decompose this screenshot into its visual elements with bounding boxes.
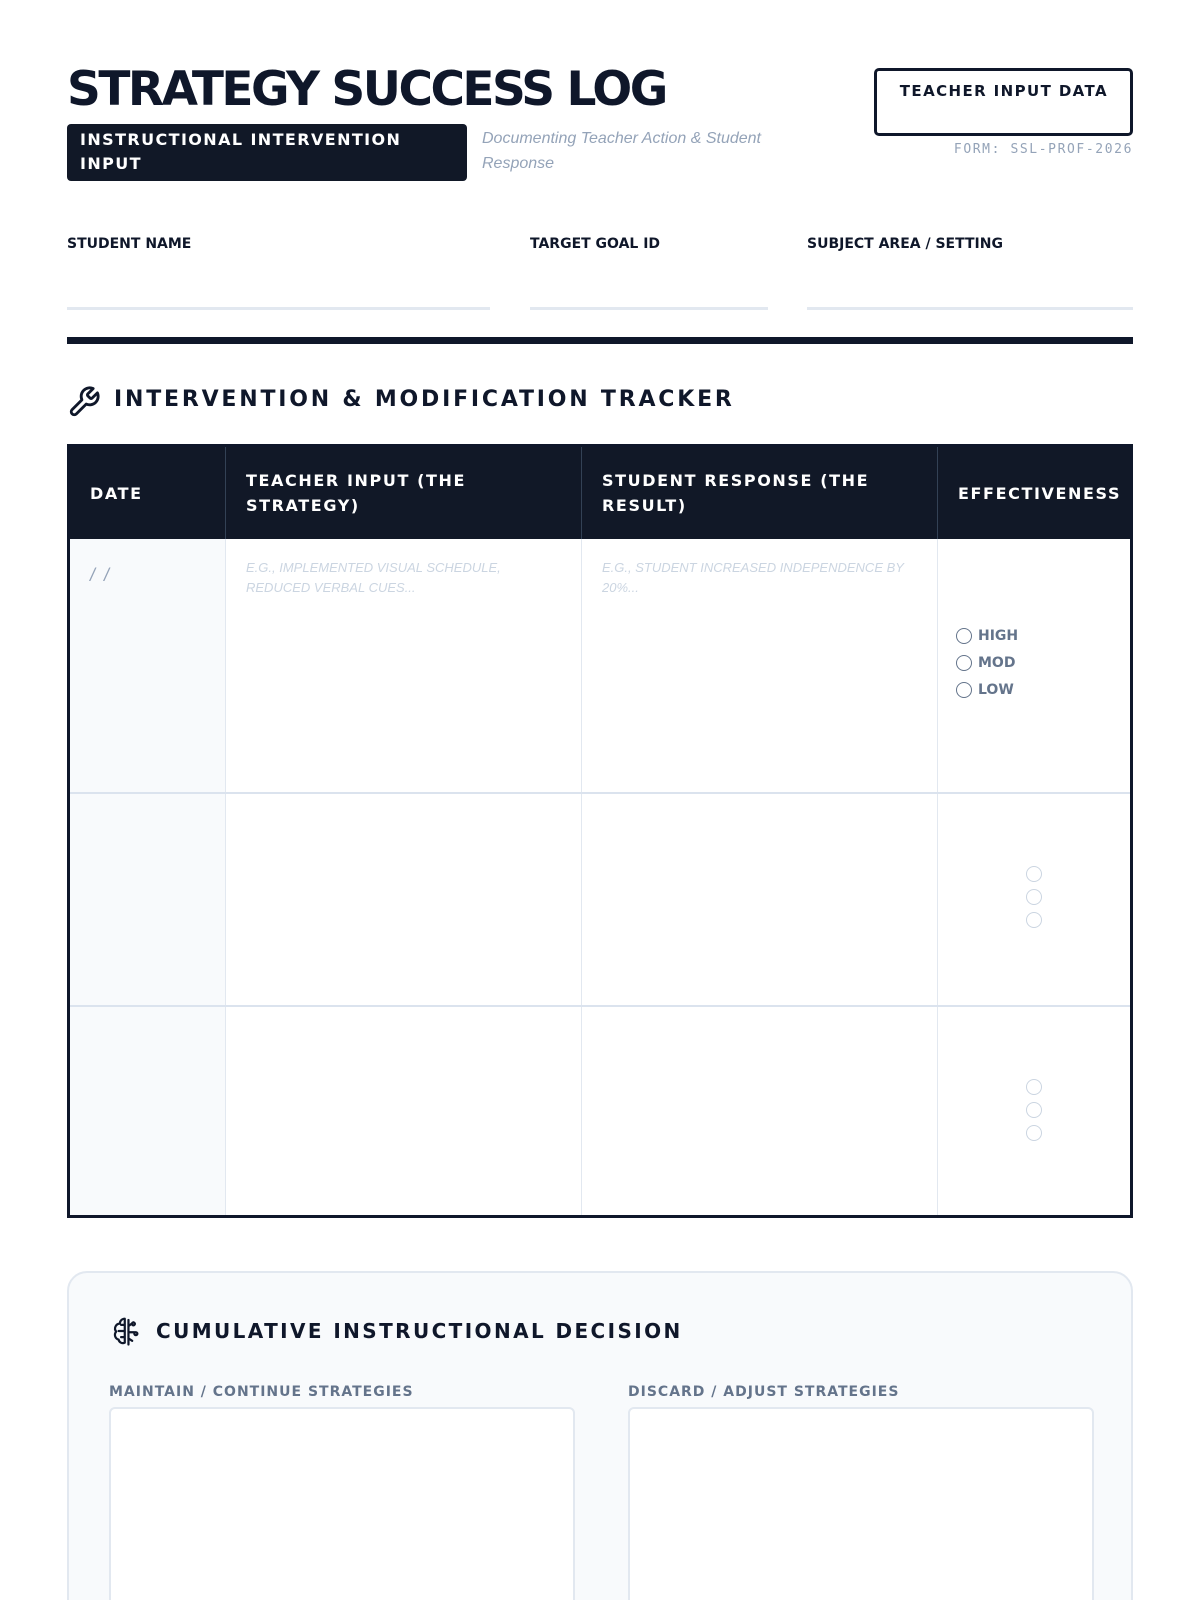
column-header-effectiveness: EFFECTIVENESS [958,483,1122,503]
column-header-teacher-input: TEACHER INPUT (THE STRATEGY) [246,471,467,515]
radio-button[interactable] [956,682,972,698]
column-divider [225,539,226,1215]
column-divider [581,539,582,1215]
wrench-icon [67,385,101,419]
section-divider [67,337,1133,344]
maintain-label: MAINTAIN / CONTINUE STRATEGIES [109,1384,414,1400]
option-label: LOW [978,682,1014,698]
effectiveness-option-low[interactable] [956,682,1014,698]
maintain-strategies-textbox[interactable] [109,1407,575,1600]
radio-button[interactable] [1026,889,1042,905]
subject-area-label: SUBJECT AREA / SETTING [807,236,1003,252]
form-code: FORM: SSL-PROF-2026 [953,142,1133,157]
radio-button[interactable] [1026,912,1042,928]
target-goal-label: TARGET GOAL ID [530,236,661,252]
student-name-label: STUDENT NAME [67,236,192,252]
decision-title: CUMULATIVE INSTRUCTIONAL DECISION [156,1319,683,1343]
row-divider [70,792,1130,794]
row-divider [70,1005,1130,1007]
tracker-title: INTERVENTION & MODIFICATION TRACKER [114,387,735,412]
table-header [70,447,1130,539]
column-header-student-response: STUDENT RESPONSE (THE RESULT) [602,471,870,515]
effectiveness-option-mod[interactable] [956,655,1015,671]
teacher-input-badge: TEACHER INPUT DATA [874,68,1133,136]
discard-strategies-textbox[interactable] [628,1407,1094,1600]
option-label: MOD [978,655,1016,671]
column-header-date: DATE [90,483,143,503]
date-column-bg [70,539,225,1215]
column-divider [937,539,938,1215]
subject-area-field[interactable] [807,307,1133,310]
student-name-field[interactable] [67,307,490,310]
option-label: HIGH [978,628,1019,644]
discard-label: DISCARD / ADJUST STRATEGIES [628,1384,900,1400]
decision-panel [67,1271,1133,1600]
teacher-input-placeholder[interactable]: E.G., IMPLEMENTED VISUAL SCHEDULE, REDUCED VERBAL CUES... [246,560,501,595]
radio-button[interactable] [956,655,972,671]
tagline: Documenting Teacher Action & Student Response [482,130,761,172]
radio-button[interactable] [1026,1102,1042,1118]
radio-button[interactable] [1026,866,1042,882]
target-goal-field[interactable] [530,307,768,310]
brain-icon [111,1315,141,1347]
date-cell-placeholder[interactable]: / / [90,565,112,585]
effectiveness-option-high[interactable] [956,628,1018,644]
radio-button[interactable] [1026,1125,1042,1141]
radio-button[interactable] [1026,1079,1042,1095]
intervention-tracker-table [67,444,1133,1218]
subtitle-badge: INSTRUCTIONAL INTERVENTION INPUT [67,124,467,181]
student-response-placeholder[interactable]: E.G., STUDENT INCREASED INDEPENDENCE BY 20%... [602,560,904,595]
radio-button[interactable] [956,628,972,644]
page-title: STRATEGY SUCCESS LOG [67,62,666,117]
